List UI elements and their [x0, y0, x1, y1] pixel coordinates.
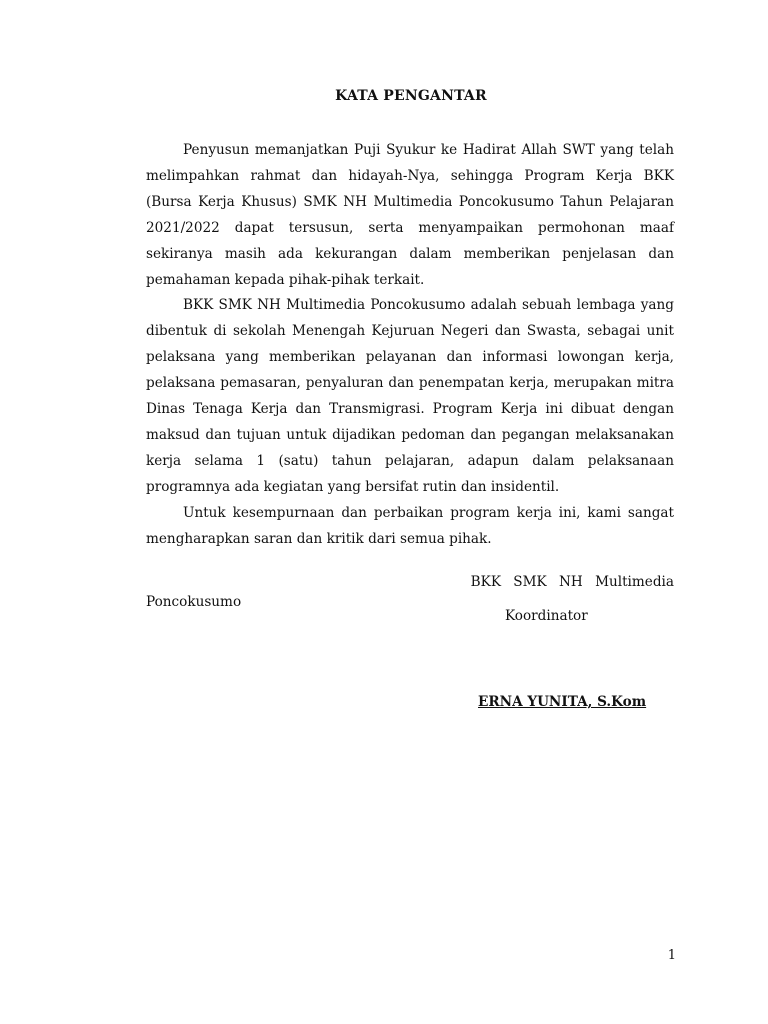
signature-organization — [146, 573, 674, 611]
paragraph-3: Untuk kesempurnaan dan perbaikan program kerja ini, kami sangat mengharapkan saran dan kritik dari semua pihak. — [146, 504, 674, 547]
signature-organization-line2: Poncokusumo — [146, 594, 242, 610]
paragraph-1: Penyusun memanjatkan Puji Syukur ke Hadirat Allah SWT yang telah melimpahkan rahmat dan hidayah-Nya, sehingga Program Kerja BKK (Bursa Kerja Khusus) SMK NH Multimedia Poncokusumo Tahun Pelajaran 2021/2022 dapat tersusun, serta menyampaikan permohonan maaf sekiranya masih ada kekurangan dalam memberikan penjelasan dan pemahaman kepada pihak-pihak terkait. — [146, 142, 674, 288]
document-title: KATA PENGANTAR — [335, 88, 487, 104]
signature-role: Koordinator — [505, 608, 588, 624]
page-number: 1 — [667, 948, 676, 963]
paragraph-2: BKK SMK NH Multimedia Poncokusumo adalah sebuah lembaga yang dibentuk di sekolah Menengah Kejuruan Negeri dan Swasta, sebagai unit pelaksana yang memberikan pelayanan dan informasi lowongan kerja, pelaksana pemasaran, penyaluran dan penempatan kerja, merupakan mitra Dinas Tenaga Kerja dan Transmigrasi. Program Kerja ini dibuat dengan maksud dan tujuan untuk dijadikan pedoman dan pegangan melaksanakan kerja selama 1 (satu) tahun pelajaran, adapun dalam pelaksanaan programnya ada kegiatan yang bersifat rutin dan insidentil. — [146, 297, 674, 495]
signature-organization-line1: BKK SMK NH Multimedia — [470, 574, 674, 590]
body-text — [146, 138, 674, 553]
signature-name: ERNA YUNITA, S.Kom — [478, 694, 647, 710]
